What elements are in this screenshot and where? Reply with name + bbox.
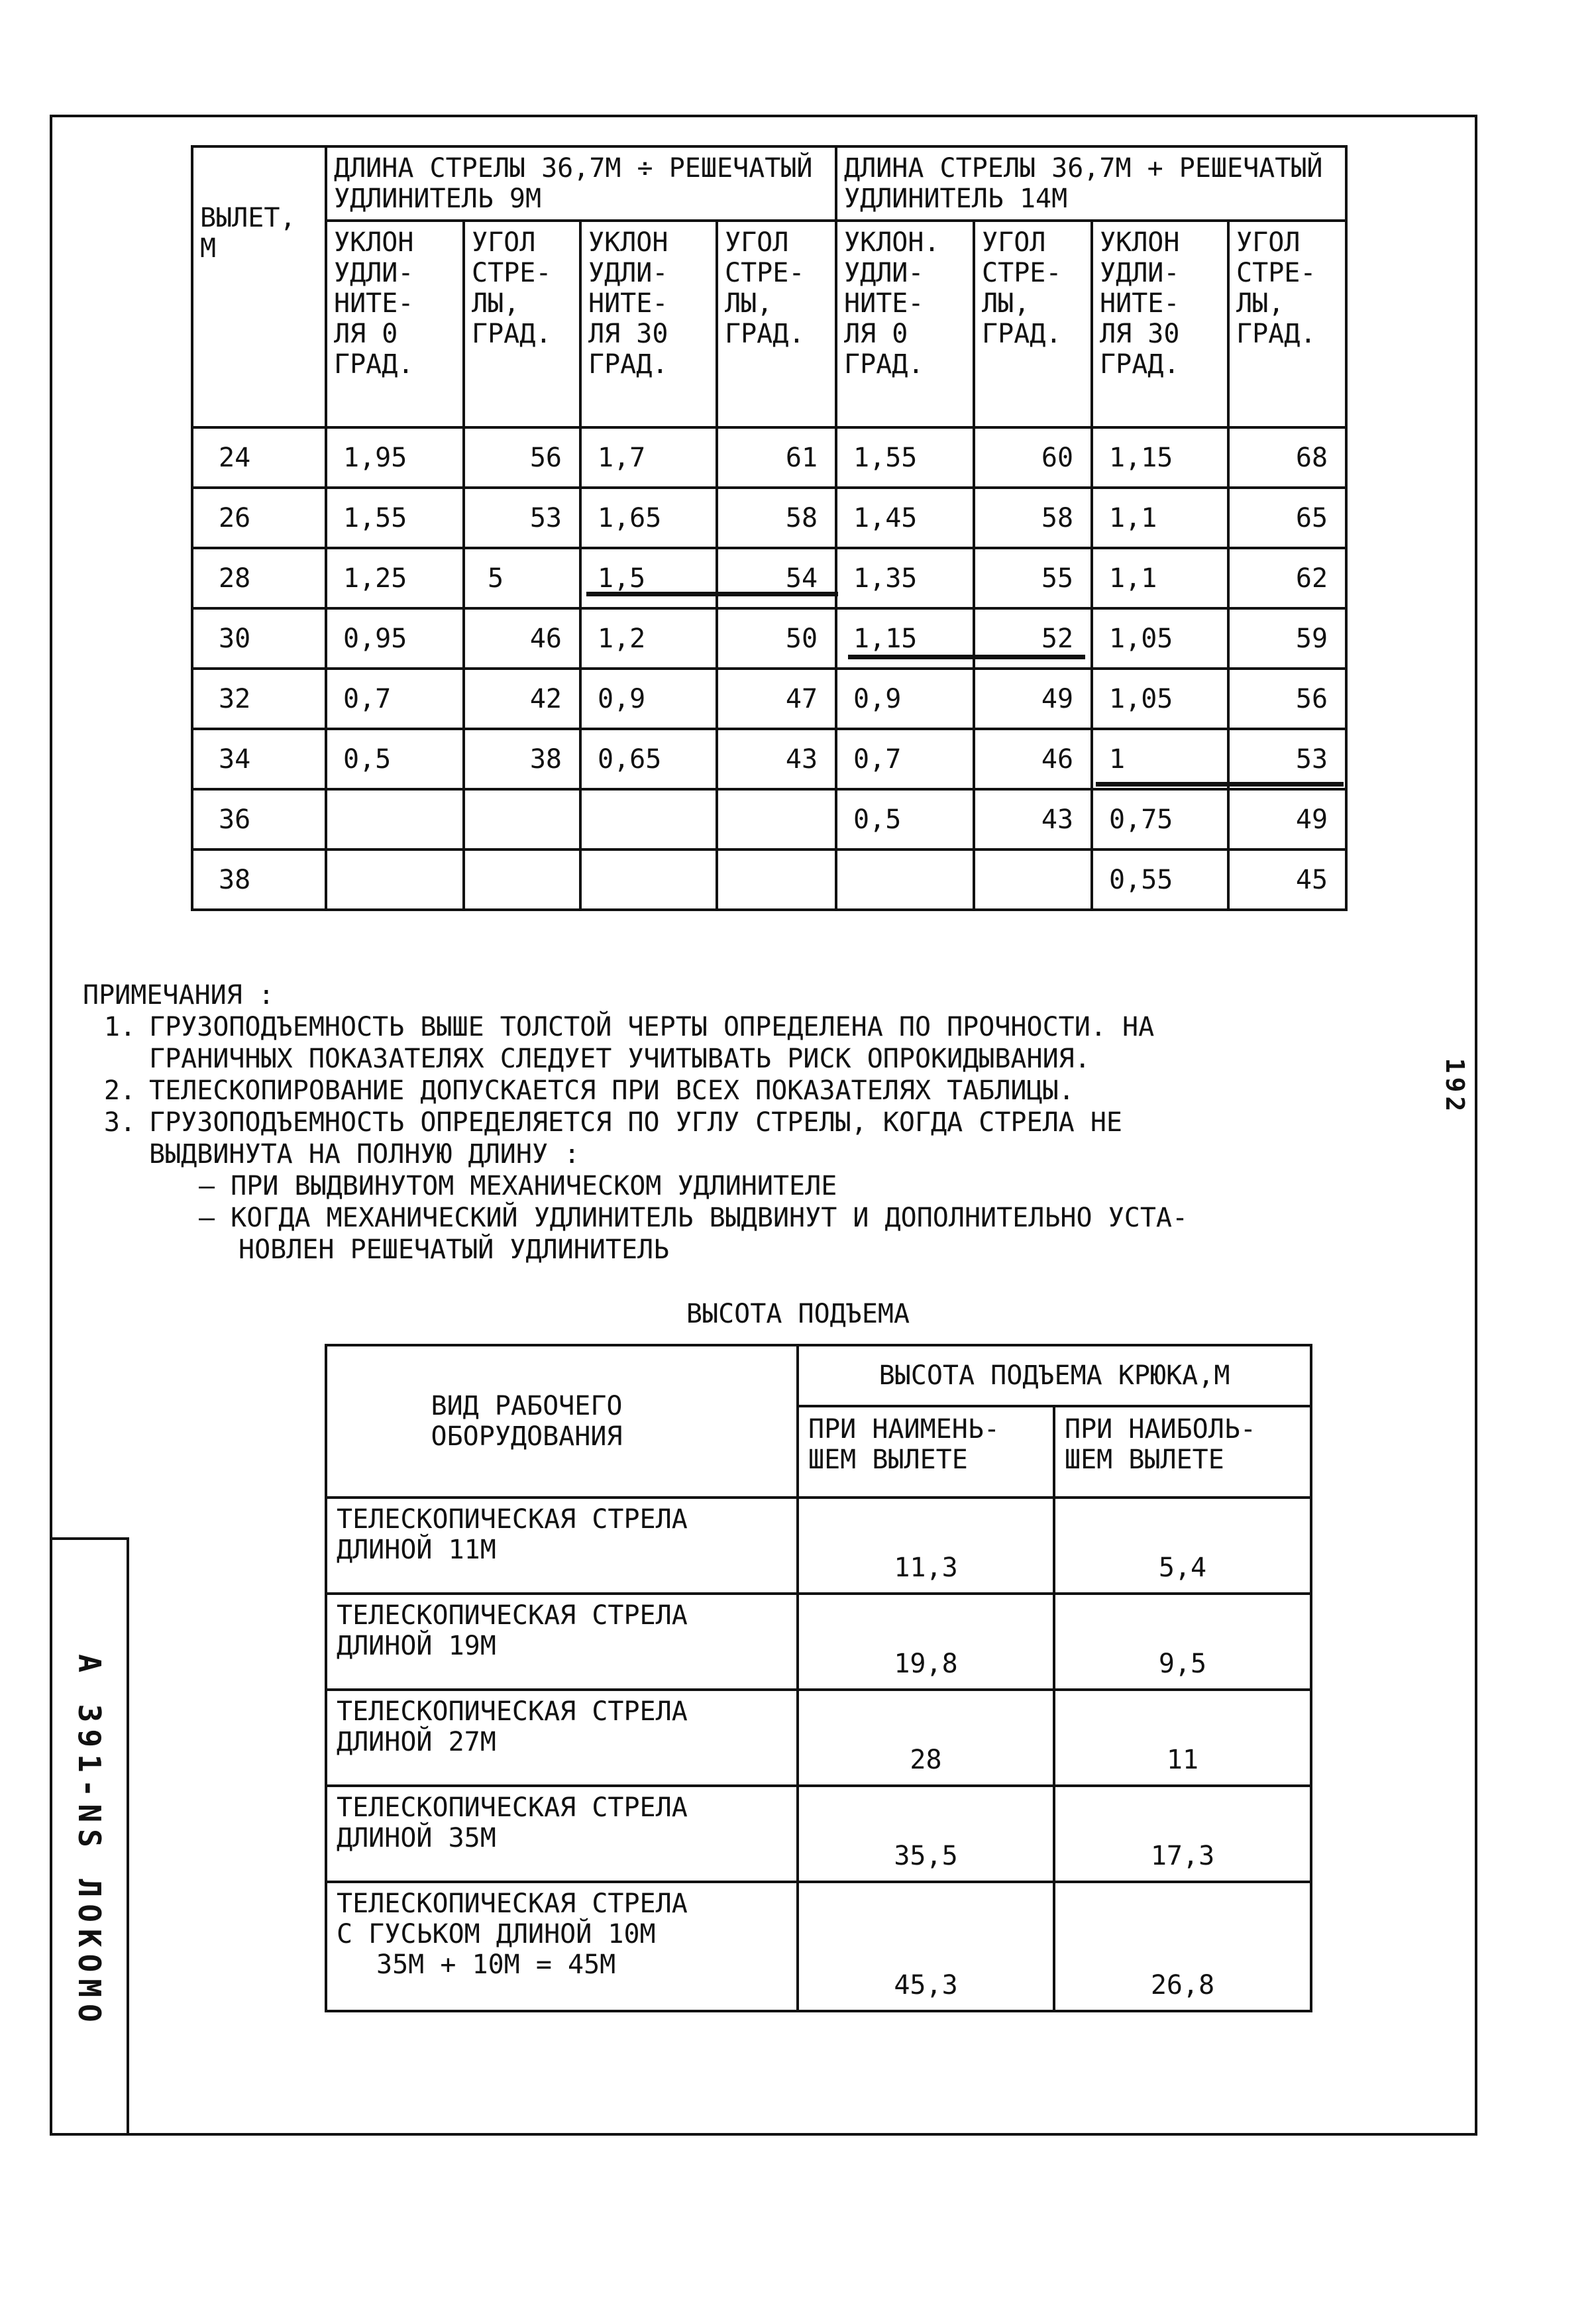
equipment-cell (326, 1690, 798, 1786)
table-row (192, 729, 1346, 789)
notes-section (83, 979, 1448, 1266)
radius-cell: 26 (192, 488, 326, 548)
subheader-cell: УГОЛ СТРЕ- ЛЫ, ГРАД. (464, 221, 580, 427)
equipment-line: ДЛИНОЙ 35М (337, 1823, 496, 1853)
table-cell: 43 (974, 789, 1092, 849)
load-capacity-table (191, 145, 1348, 911)
min-height-cell: 19,8 (798, 1594, 1054, 1690)
table-row (326, 1690, 1311, 1786)
note-text (149, 1107, 1122, 1170)
height-section-title: ВЫСОТА ПОДЪЕМА (686, 1299, 910, 1329)
radius-cell: 28 (192, 548, 326, 608)
table-cell: 52 (974, 608, 1092, 669)
equipment-line: ДЛИНОЙ 19М (337, 1631, 496, 1661)
note-text (149, 1011, 1154, 1075)
subheader-cell: УКЛОН УДЛИ- НИТЕ- ЛЯ 30 ГРАД. (1092, 221, 1228, 427)
table-cell: 1,05 (1092, 669, 1228, 729)
table-cell (717, 849, 836, 910)
table-cell (580, 849, 717, 910)
table-cell: 53 (464, 488, 580, 548)
note-2 (83, 1075, 1448, 1107)
table-cell: 49 (1228, 789, 1346, 849)
table-cell: 1,05 (1092, 608, 1228, 669)
table-cell: 58 (974, 488, 1092, 548)
header-group-9m: ДЛИНА СТРЕЛЫ 36,7М ÷ РЕШЕЧАТЫЙ УДЛИНИТЕЛЬ 9М (326, 146, 836, 221)
table-cell: 55 (974, 548, 1092, 608)
table-cell: 62 (1228, 548, 1346, 608)
equipment-line: ТЕЛЕСКОПИЧЕСКАЯ СТРЕЛА (337, 1888, 688, 1919)
lift-height-table (325, 1344, 1312, 2012)
table-row (192, 488, 1346, 548)
min-height-cell: 45,3 (798, 1882, 1054, 2011)
table-cell: 1,95 (326, 427, 464, 488)
max-height-cell: 5,4 (1054, 1498, 1311, 1594)
table-row (192, 849, 1346, 910)
table-row (192, 608, 1346, 669)
equipment-line: ТЕЛЕСКОПИЧЕСКАЯ СТРЕЛА (337, 1696, 688, 1727)
table-cell: 1,45 (836, 488, 974, 548)
radius-cell: 24 (192, 427, 326, 488)
max-height-cell: 11 (1054, 1690, 1311, 1786)
page-number: 192 (1436, 1052, 1473, 1122)
radius-cell: 38 (192, 849, 326, 910)
table-cell (974, 849, 1092, 910)
note-1 (83, 1011, 1448, 1075)
header-min-radius: ПРИ НАИМЕНЬ- ШЕМ ВЫЛЕТЕ (798, 1406, 1054, 1498)
table-cell: 61 (717, 427, 836, 488)
max-height-cell: 26,8 (1054, 1882, 1311, 2011)
table-cell: 1,2 (580, 608, 717, 669)
radius-cell: 32 (192, 669, 326, 729)
note-dash-item: – ПРИ ВЫДВИНУТОМ МЕХАНИЧЕСКОМ УДЛИНИТЕЛЕ (199, 1171, 837, 1201)
radius-cell: 30 (192, 608, 326, 669)
table-cell: 1,65 (580, 488, 717, 548)
table-cell: 1,35 (836, 548, 974, 608)
header-radius: ВЫЛЕТ, М (192, 146, 326, 427)
equipment-line: ТЕЛЕСКОПИЧЕСКАЯ СТРЕЛА (337, 1504, 688, 1535)
table-row (326, 1786, 1311, 1882)
header-group-14m: ДЛИНА СТРЕЛЫ 36,7М + РЕШЕЧАТЫЙ УДЛИНИТЕЛЬ 14М (836, 146, 1346, 221)
radius-cell: 36 (192, 789, 326, 849)
table-cell: 53 (1228, 729, 1346, 789)
table-cell: 1,1 (1092, 548, 1228, 608)
table-cell: 0,9 (836, 669, 974, 729)
table-cell: 68 (1228, 427, 1346, 488)
note-number: 1. (103, 1012, 136, 1042)
table-cell: 54 (717, 548, 836, 608)
table-cell (580, 789, 717, 849)
min-height-cell: 28 (798, 1690, 1054, 1786)
table-row (326, 1882, 1311, 2011)
max-height-cell: 17,3 (1054, 1786, 1311, 1882)
equipment-cell (326, 1882, 798, 2011)
subheader-cell: УКЛОН. УДЛИ- НИТЕ- ЛЯ 0 ГРАД. (836, 221, 974, 427)
subheader-cell: УГОЛ СТРЕ- ЛЫ, ГРАД. (974, 221, 1092, 427)
note-number: 2. (103, 1075, 136, 1106)
subheader-cell: УКЛОН УДЛИ- НИТЕ- ЛЯ 0 ГРАД. (326, 221, 464, 427)
equipment-line: ТЕЛЕСКОПИЧЕСКАЯ СТРЕЛА (337, 1792, 688, 1823)
table-cell: 1,15 (836, 608, 974, 669)
title-block-stamp (50, 1537, 129, 2136)
table-row (326, 1498, 1311, 1594)
note-line: ВЫДВИНУТА НА ПОЛНУЮ ДЛИНУ : (149, 1139, 580, 1170)
subheader-cell: УГОЛ СТРЕ- ЛЫ, ГРАД. (717, 221, 836, 427)
equipment-cell (326, 1594, 798, 1690)
table-cell: 1,5 (580, 548, 717, 608)
table-cell: 45 (1228, 849, 1346, 910)
strength-boundary-line (848, 655, 1085, 659)
table-cell: 0,9 (580, 669, 717, 729)
table-row (192, 548, 1346, 608)
table-cell (326, 849, 464, 910)
table-cell: 1,55 (836, 427, 974, 488)
table-cell: 0,7 (836, 729, 974, 789)
equipment-line: ДЛИНОЙ 27М (337, 1727, 496, 1757)
note-dash-item: НОВЛЕН РЕШЕЧАТЫЙ УДЛИНИТЕЛЬ (239, 1234, 670, 1265)
table-cell: 38 (464, 729, 580, 789)
table-cell: 1,15 (1092, 427, 1228, 488)
note-line: ГРУЗОПОДЪЕМНОСТЬ ВЫШЕ ТОЛСТОЙ ЧЕРТЫ ОПРЕДЕЛЕНА ПО ПРОЧНОСТИ. НА (149, 1012, 1155, 1042)
table-cell: 1,7 (580, 427, 717, 488)
table-cell: 0,5 (326, 729, 464, 789)
table-cell: 58 (717, 488, 836, 548)
min-height-cell: 11,3 (798, 1498, 1054, 1594)
table-cell: 46 (464, 608, 580, 669)
subheader-cell: УКЛОН УДЛИ- НИТЕ- ЛЯ 30 ГРАД. (580, 221, 717, 427)
table-cell: 46 (974, 729, 1092, 789)
table-cell: 0,7 (326, 669, 464, 729)
note-line: ГРУЗОПОДЪЕМНОСТЬ ОПРЕДЕЛЯЕТСЯ ПО УГЛУ СТРЕЛЫ, КОГДА СТРЕЛА НЕ (149, 1107, 1123, 1138)
table-cell: 1,55 (326, 488, 464, 548)
table-cell: 0,55 (1092, 849, 1228, 910)
equipment-cell (326, 1786, 798, 1882)
equipment-line: С ГУСЬКОМ ДЛИНОЙ 10М (337, 1919, 656, 1949)
stamp-text: А 391-NS ЛОКОМО (72, 1654, 107, 2029)
note-line: ГРАНИЧНЫХ ПОКАЗАТЕЛЯХ СЛЕДУЕТ УЧИТЫВАТЬ РИСК ОПРОКИДЫВАНИЯ. (149, 1044, 1091, 1074)
table-cell (464, 789, 580, 849)
equipment-cell (326, 1498, 798, 1594)
table-cell: 1,1 (1092, 488, 1228, 548)
table-row (326, 1594, 1311, 1690)
radius-cell: 34 (192, 729, 326, 789)
max-height-cell: 9,5 (1054, 1594, 1311, 1690)
table-cell: 42 (464, 669, 580, 729)
table-cell: 0,95 (326, 608, 464, 669)
header-max-radius: ПРИ НАИБОЛЬ- ШЕМ ВЫЛЕТЕ (1054, 1406, 1311, 1498)
note-line: ТЕЛЕСКОПИРОВАНИЕ ДОПУСКАЕТСЯ ПРИ ВСЕХ ПОКАЗАТЕЛЯХ ТАБЛИЦЫ. (149, 1075, 1075, 1106)
strength-boundary-line (1096, 782, 1344, 787)
table-cell: 1,25 (326, 548, 464, 608)
table-cell: 60 (974, 427, 1092, 488)
table-cell: 0,5 (836, 789, 974, 849)
table-cell: 0,65 (580, 729, 717, 789)
table-cell: 0,75 (1092, 789, 1228, 849)
table-cell: 1 (1092, 729, 1228, 789)
table-cell (326, 789, 464, 849)
header-equipment: ВИД РАБОЧЕГО ОБОРУДОВАНИЯ (326, 1345, 798, 1498)
table-cell (836, 849, 974, 910)
equipment-line: ТЕЛЕСКОПИЧЕСКАЯ СТРЕЛА (337, 1600, 688, 1631)
table-cell: 49 (974, 669, 1092, 729)
table-row (192, 669, 1346, 729)
table-cell: 47 (717, 669, 836, 729)
table-row (192, 427, 1346, 488)
table-row (192, 789, 1346, 849)
table-cell (717, 789, 836, 849)
equipment-line: 35М + 10М = 45М (376, 1949, 616, 1980)
table-cell: 43 (717, 729, 836, 789)
table-cell: 50 (717, 608, 836, 669)
notes-title: ПРИМЕЧАНИЯ : (83, 980, 274, 1011)
table-cell: 65 (1228, 488, 1346, 548)
equipment-line: ДЛИНОЙ 11М (337, 1535, 496, 1565)
table-cell: 5 (464, 548, 580, 608)
subheader-cell: УГОЛ СТРЕ- ЛЫ, ГРАД. (1228, 221, 1346, 427)
table-cell: 59 (1228, 608, 1346, 669)
header-hook-height: ВЫСОТА ПОДЪЕМА КРЮКА,М (798, 1345, 1311, 1406)
note-dash-item: – КОГДА МЕХАНИЧЕСКИЙ УДЛИНИТЕЛЬ ВЫДВИНУТ И ДОПОЛНИТЕЛЬНО УСТА- (199, 1203, 1189, 1233)
strength-boundary-line (586, 592, 838, 596)
min-height-cell: 35,5 (798, 1786, 1054, 1882)
table-cell: 56 (1228, 669, 1346, 729)
note-3 (83, 1107, 1448, 1170)
table-cell (464, 849, 580, 910)
note-number: 3. (103, 1107, 136, 1138)
table-cell: 56 (464, 427, 580, 488)
